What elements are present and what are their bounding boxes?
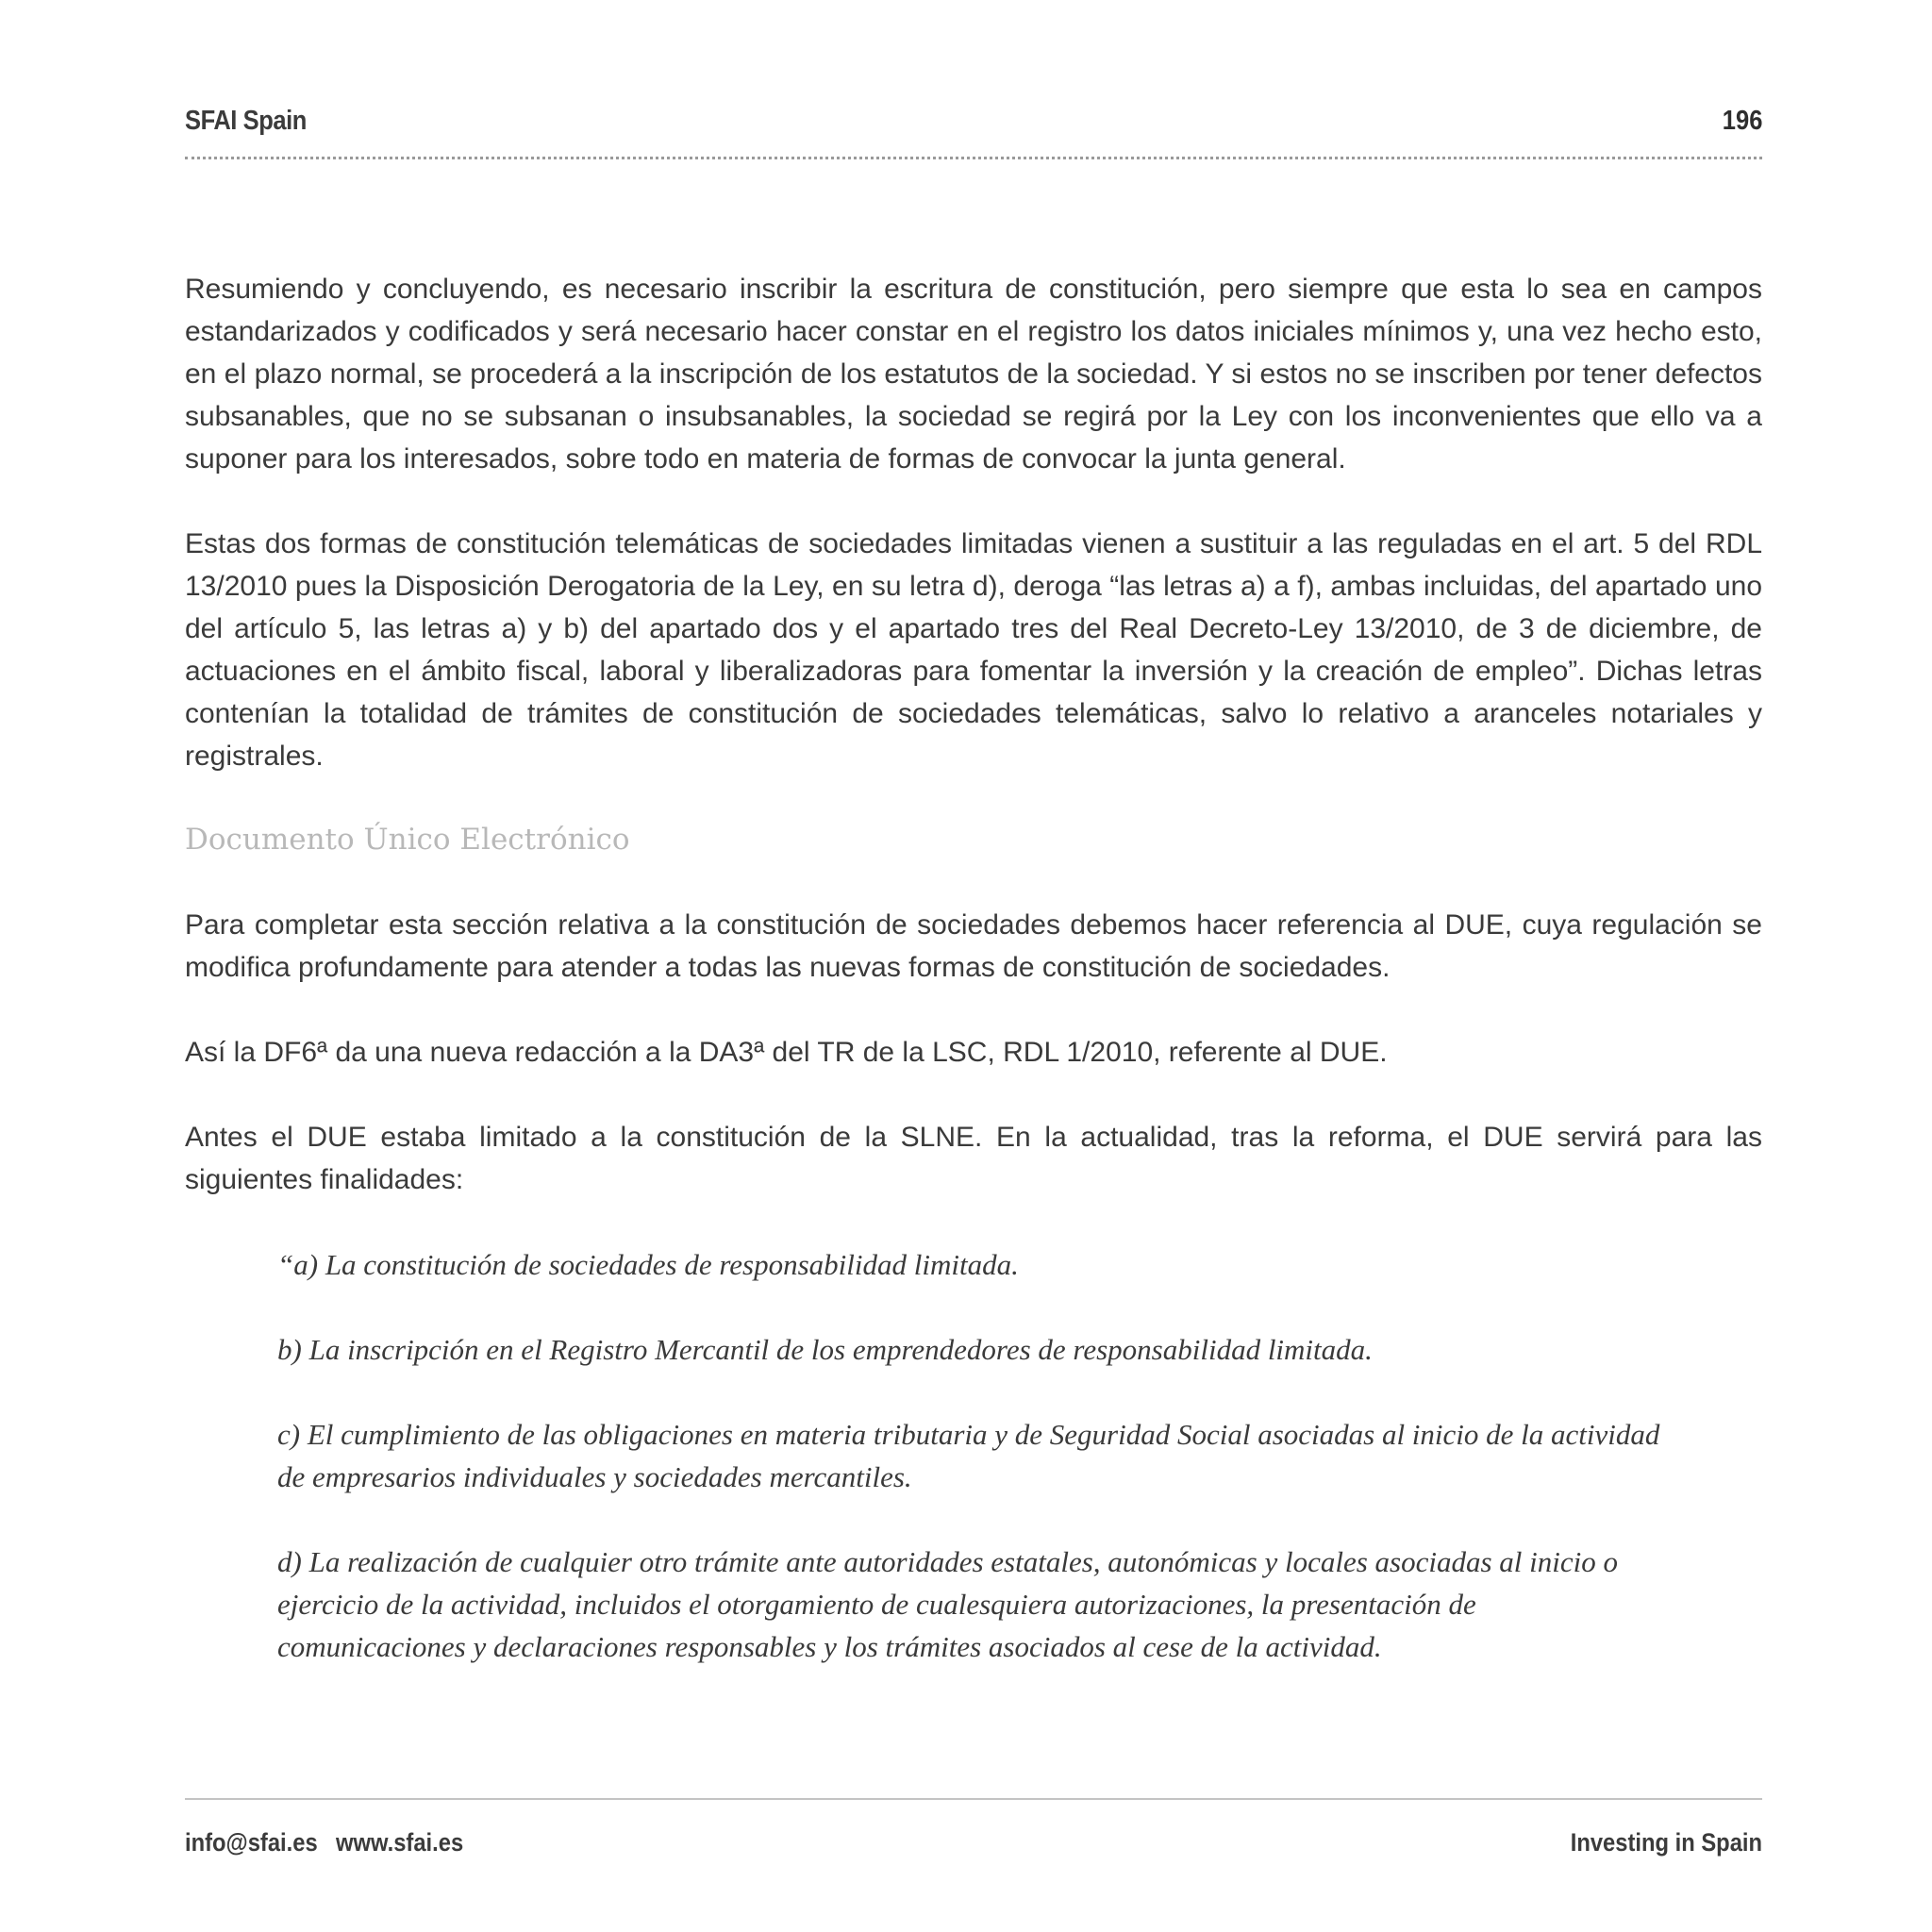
quote-item-b: b) La inscripción en el Registro Mercantil de los emprendedores de responsabilidad limitada.: [277, 1333, 1373, 1366]
quote-item-a: “a) La constitución de sociedades de responsabilidad limitada.: [277, 1248, 1019, 1281]
body-paragraph-1: Resumiendo y concluyendo, es necesario inscribir la escritura de constitución, pero siempre que esta lo sea en campos estandarizados y codificados y será necesario hacer constar en el registro los datos iniciales mínimos y, una vez hecho esto, en el plazo normal, se procederá a la inscripción de los estatutos de la sociedad. Y si estos no se inscriben por tener defectos subsanables, que no se subsanan o insubsanables, la sociedad se regirá por la Ley con los inconvenientes que ello va a suponer para los interesados, sobre todo en materia de formas de convocar la junta general.: [185, 274, 1762, 475]
page-footer: [185, 1828, 1762, 1866]
document-body: [185, 268, 1762, 1668]
quote-item-d: d) La realización de cualquier otro trámite ante autoridades estatales, autonómicas y locales asociadas al inicio o ejercicio de la actividad, incluidos el otorgamiento de cualesquiera autorizaciones, la presentación de comunicaciones y declaraciones responsables y los trámites asociados al cese de la actividad.: [277, 1545, 1618, 1663]
footer-divider: [185, 1798, 1762, 1800]
body-paragraph-5: Antes el DUE estaba limitado a la constitución de la SLNE. En la actualidad, tras la reforma, el DUE servirá para las siguientes finalidades:: [185, 1122, 1762, 1195]
page-header: [185, 106, 1762, 143]
brand-name: SFAI Spain: [185, 106, 307, 136]
body-paragraph-4: Así la DF6ª da una nueva redacción a la DA3ª del TR de la LSC, RDL 1/2010, referente al DUE.: [185, 1037, 1388, 1068]
email-link[interactable]: info@sfai.es: [185, 1828, 318, 1857]
body-paragraph-3: Para completar esta sección relativa a la constitución de sociedades debemos hacer referencia al DUE, cuya regulación se modifica profundamente para atender a todas las nuevas formas de constitución de sociedades.: [185, 909, 1762, 983]
quote-item-c: c) El cumplimiento de las obligaciones en materia tributaria y de Seguridad Social asociadas al inicio de la actividad de empresarios individuales y sociedades mercantiles.: [277, 1418, 1660, 1493]
website-link[interactable]: www.sfai.es: [336, 1828, 464, 1857]
footer-tagline: Investing in Spain: [1570, 1828, 1762, 1857]
section-heading: Documento Único Electrónico: [185, 823, 630, 857]
header-divider: [185, 157, 1762, 159]
page-number: 196: [1722, 106, 1762, 136]
footer-contact: [185, 1828, 463, 1857]
body-paragraph-2: Estas dos formas de constitución telemáticas de sociedades limitadas vienen a sustituir a las reguladas en el art. 5 del RDL 13/2010 pues la Disposición Derogatoria de la Ley, en su letra d), deroga “las letras a) a f), ambas incluidas, del apartado uno del artículo 5, las letras a) y b) del apartado dos y el apartado tres del Real Decreto-Ley 13/2010, de 3 de diciembre, de actuaciones en el ámbito fiscal, laboral y liberalizadoras para fomentar la inversión y la creación de empleo”. Dichas letras contenían la totalidad de trámites de constitución de sociedades telemáticas, salvo lo relativo a aranceles notariales y registrales.: [185, 528, 1762, 772]
